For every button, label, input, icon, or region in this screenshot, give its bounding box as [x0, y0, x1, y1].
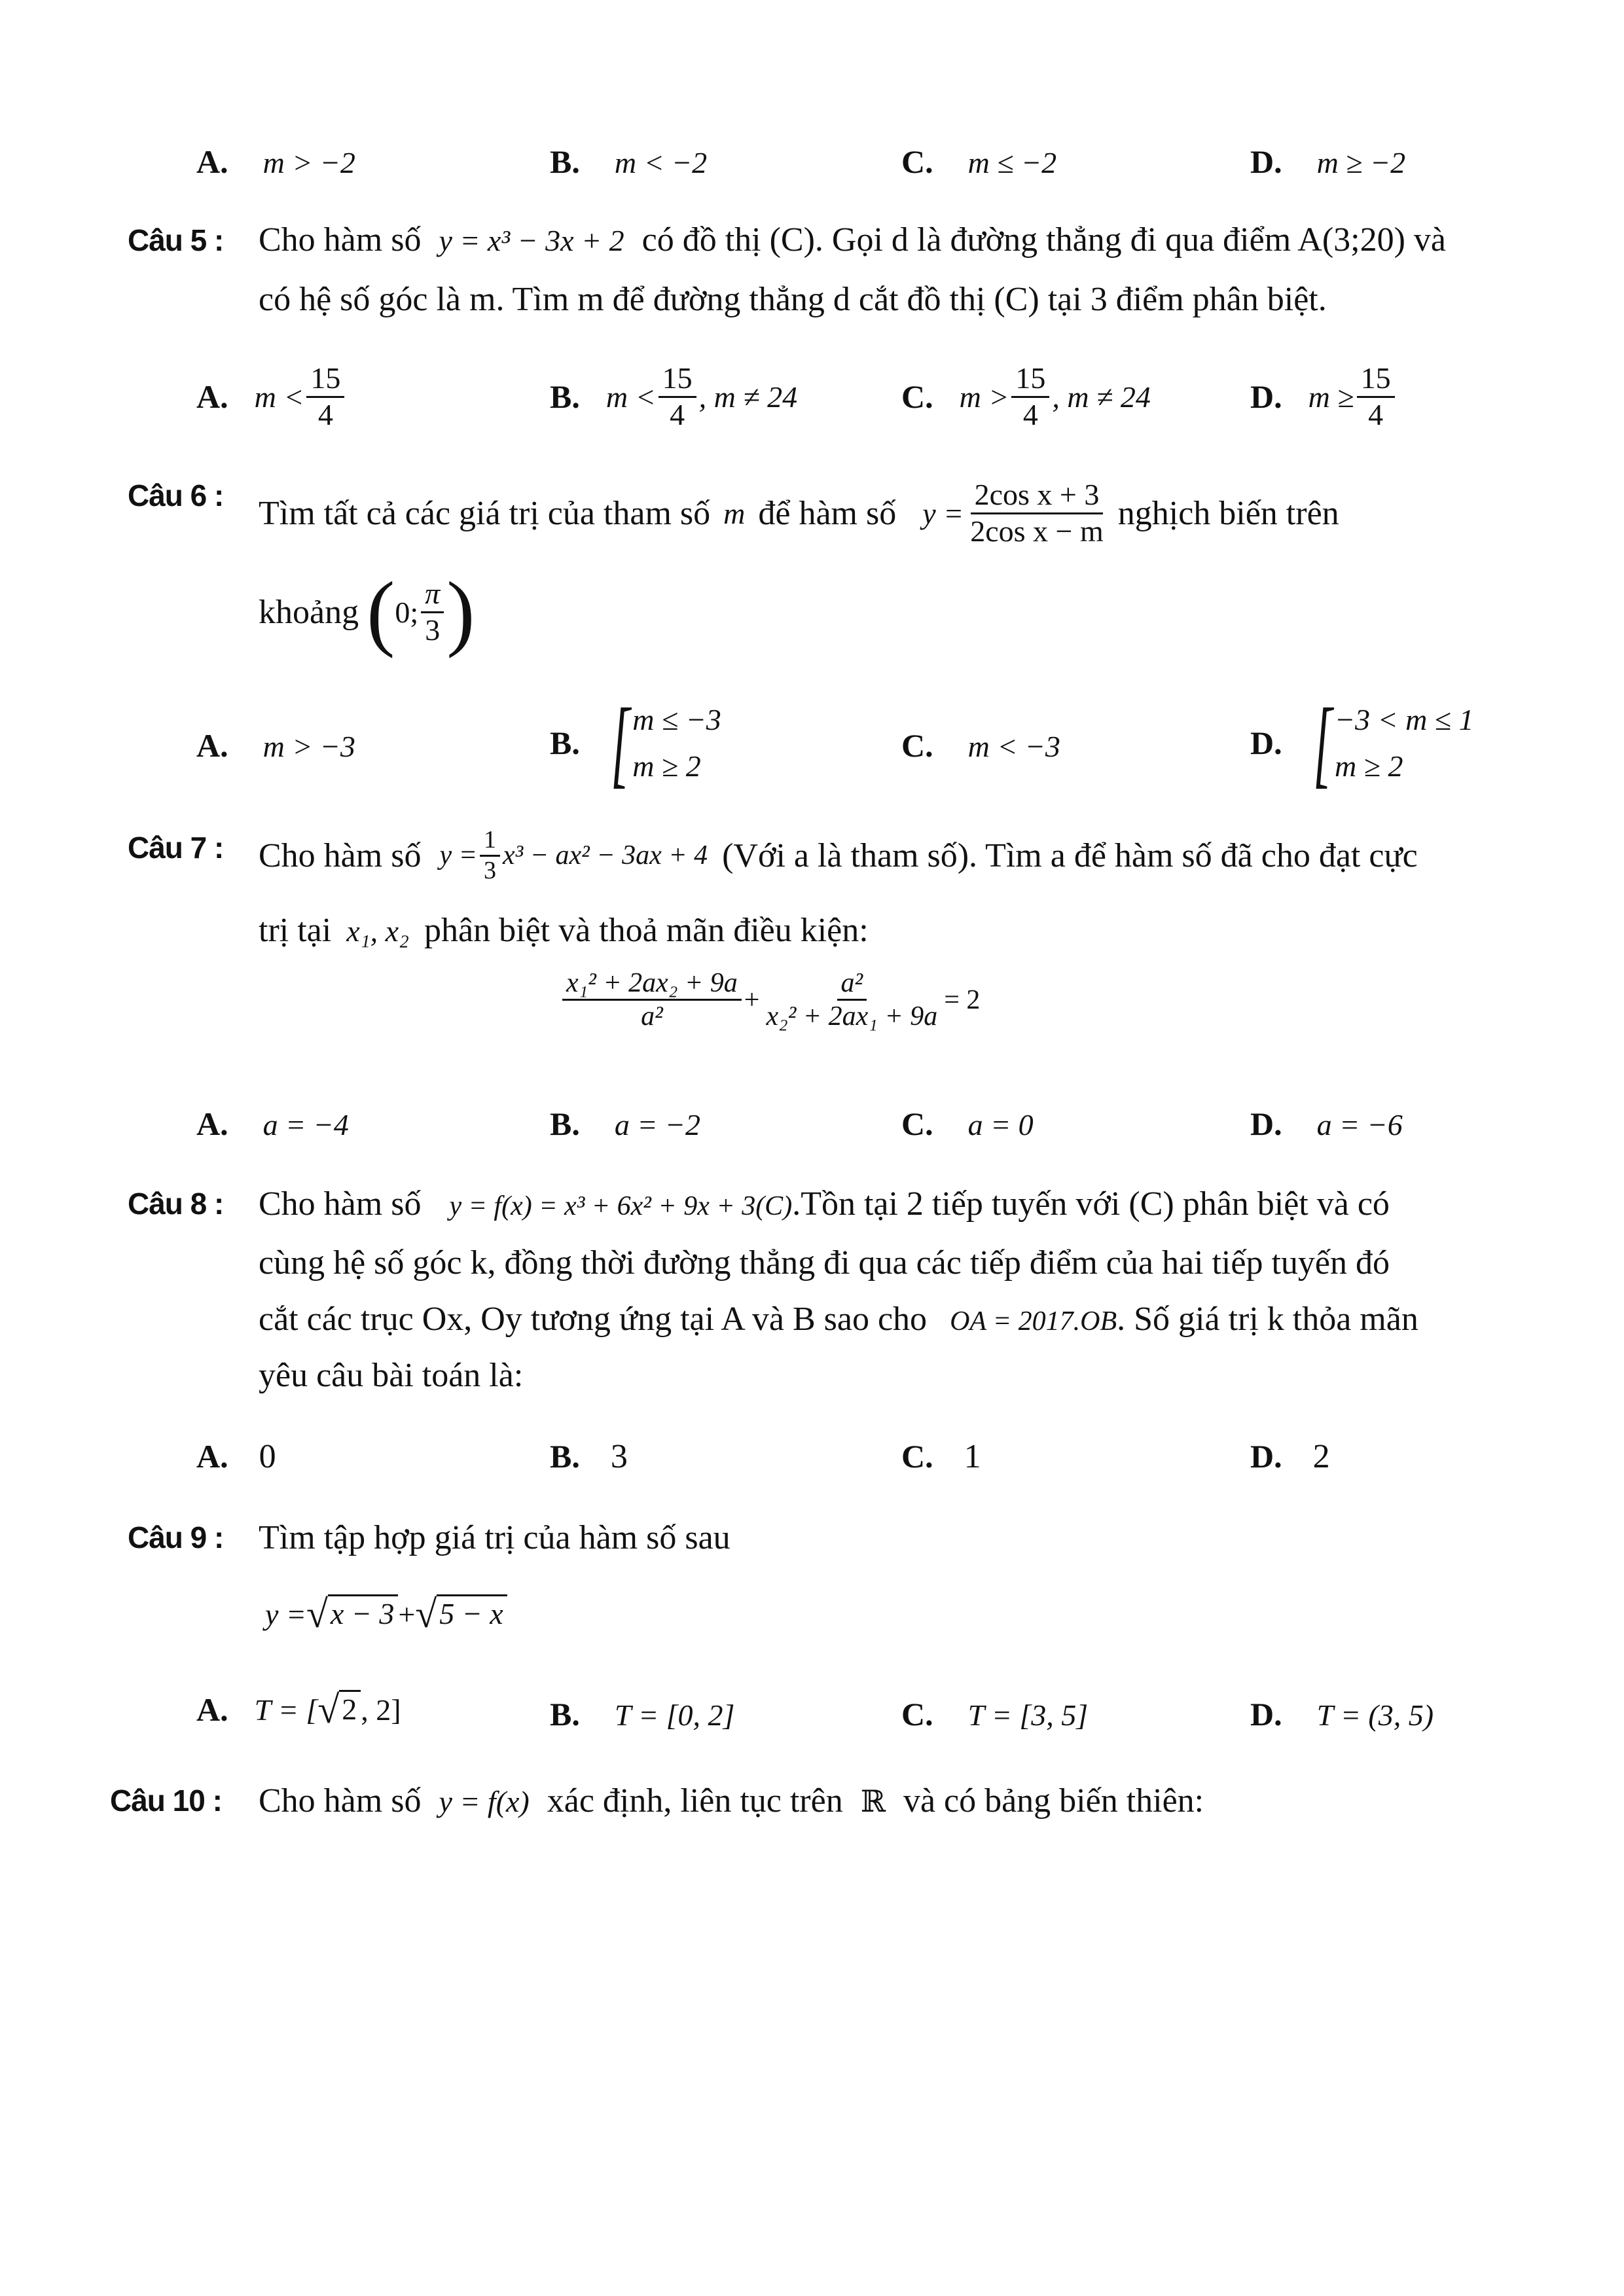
case-row: −3 < m ≤ 1	[1334, 703, 1474, 736]
text: . Số giá trị k thỏa mãn	[1117, 1300, 1418, 1338]
radical-sign: √	[306, 1592, 328, 1636]
denominator: 3	[483, 856, 496, 884]
answer-expr: 2	[1312, 1438, 1330, 1475]
radicand: 2	[339, 1690, 361, 1729]
sqrt-1	[306, 1594, 398, 1634]
sqrt-2-icon	[317, 1690, 361, 1729]
q7-answer-c[interactable]	[901, 1105, 1034, 1143]
sqrt-2	[415, 1594, 507, 1634]
answer-letter: D.	[1250, 1105, 1282, 1142]
denominator: 4	[317, 397, 333, 431]
numerator: 15	[659, 361, 696, 398]
q7-answer-d[interactable]	[1250, 1105, 1403, 1143]
fraction	[1011, 361, 1049, 433]
radicand: x − 3	[328, 1594, 398, 1634]
answer-expr: a = −2	[614, 1108, 700, 1141]
answer-expr: 1	[964, 1438, 981, 1475]
denominator: 3	[425, 613, 441, 647]
answer-letter: D.	[1250, 378, 1282, 416]
answer-letter: C.	[901, 378, 933, 416]
pi-over-3	[421, 577, 444, 648]
case-system	[592, 689, 721, 797]
answer-letter: A.	[196, 1105, 228, 1142]
numerator: 15	[306, 361, 344, 398]
denominator: a²	[641, 1001, 663, 1032]
question-line-2	[259, 565, 475, 659]
equation-rhs: = 2	[944, 984, 981, 1015]
answer-letter: C.	[901, 1438, 933, 1475]
question-label: Câu 7 :	[128, 831, 224, 865]
equation-fraction-2	[762, 967, 941, 1033]
text: phân biệt và thoả mãn điều kiện:	[424, 912, 869, 949]
numerator: a²	[837, 967, 867, 1001]
q4-answer-b[interactable]	[550, 143, 707, 181]
q6-answer-c[interactable]	[901, 726, 1060, 765]
answer-letter: A.	[196, 143, 228, 180]
q9-answer-c[interactable]	[901, 1695, 1088, 1734]
left-paren: (	[367, 565, 395, 659]
answer-expr-suffix: , m ≠ 24	[1052, 380, 1151, 414]
answer-expr: m > −2	[262, 146, 355, 179]
answer-expr: 0	[259, 1438, 276, 1475]
question-line-1: Tìm tập hợp giá trị của hàm số sau	[259, 1519, 731, 1556]
denominator: x₂² + 2ax₁ + 9a	[766, 1001, 938, 1032]
function-expr: y = f(x)	[439, 1785, 530, 1818]
condition-expr: OA = 2017.OB	[950, 1306, 1117, 1336]
y-equals: y =	[265, 1597, 306, 1631]
q5-answer-a[interactable]	[196, 361, 347, 433]
text: Cho hàm số	[259, 1782, 422, 1820]
answer-expr: T = [3, 5]	[967, 1698, 1089, 1732]
case-system	[1294, 689, 1474, 797]
q6-answer-d[interactable]	[1250, 689, 1474, 797]
q4-answer-c[interactable]	[901, 143, 1056, 181]
numerator: 1	[480, 826, 500, 857]
answer-expr: T = [	[254, 1693, 318, 1727]
answer-expr: m ≥ −2	[1316, 146, 1406, 179]
text: cắt các trục Ox, Oy tương ứng tại A và B sao cho	[259, 1300, 928, 1338]
q7-answer-b[interactable]	[550, 1105, 700, 1143]
question-line-2: có hệ số góc là m. Tìm m để đường thẳng d cắt đồ thị (C) tại 3 điểm phân biệt.	[259, 281, 1327, 318]
text: (Với a là tham số). Tìm a để hàm số đã cho đạt cực	[722, 836, 1418, 874]
question-line-2	[259, 911, 869, 950]
answer-expr-suffix: , 2]	[361, 1693, 401, 1727]
question-line-1	[259, 221, 1446, 259]
question-line-4: yêu câu bài toán là:	[259, 1357, 524, 1394]
answer-letter: B.	[550, 1105, 580, 1142]
text: Tìm tất cả các giá trị của tham số	[259, 494, 711, 532]
question-line-1	[259, 826, 1418, 885]
function-expr: y = f(x) = x³ + 6x² + 9x + 3(C)	[449, 1191, 793, 1221]
text: trị tại	[259, 912, 332, 949]
answer-letter: B.	[550, 725, 580, 761]
numerator: 15	[1011, 361, 1049, 398]
answer-expr: T = (3, 5)	[1316, 1698, 1434, 1732]
function-fraction	[966, 478, 1108, 549]
answer-letter: C.	[901, 1696, 933, 1732]
answer-letter: C.	[901, 727, 933, 764]
q9-answer-b[interactable]	[550, 1695, 734, 1734]
answer-letter: A.	[196, 727, 228, 764]
radicand: 5 − x	[437, 1594, 507, 1634]
answer-expr: m > −3	[262, 730, 355, 763]
denominator: 4	[1368, 397, 1384, 431]
denominator: 4	[1022, 397, 1038, 431]
answer-letter: C.	[901, 1105, 933, 1142]
numerator: 2cos x + 3	[971, 478, 1104, 514]
case-row: m ≥ 2	[632, 749, 701, 783]
numerator: x₁² + 2ax₂ + 9a	[562, 967, 742, 1001]
function-expr: y = x³ − 3x + 2	[439, 224, 624, 257]
one-third	[480, 826, 500, 885]
y-equals: y =	[439, 840, 477, 871]
q7-answer-a[interactable]	[196, 1105, 349, 1143]
numerator: π	[421, 577, 444, 613]
question-line-3	[259, 1300, 1418, 1338]
right-paren: )	[446, 565, 475, 659]
answer-letter: D.	[1250, 1696, 1282, 1732]
q8-answer-d[interactable]	[1250, 1437, 1330, 1476]
plus-sign: +	[744, 984, 760, 1015]
y-equals: y =	[922, 496, 964, 530]
answer-expr: a = 0	[967, 1108, 1034, 1141]
q8-answer-c[interactable]	[901, 1437, 981, 1476]
answer-letter: D.	[1250, 1438, 1282, 1475]
text: xác định, liên tục trên	[547, 1782, 843, 1820]
answer-expr: m ≥	[1308, 380, 1354, 414]
case-row: m ≥ 2	[1334, 749, 1403, 783]
answer-expr: m <	[254, 380, 304, 414]
question-label: Câu 9 :	[128, 1520, 224, 1554]
plus-sign: +	[398, 1597, 416, 1631]
answer-letter: B.	[550, 143, 580, 180]
text: nghịch biến trên	[1117, 494, 1339, 532]
answer-expr: a = −4	[262, 1108, 349, 1141]
q6-answer-b[interactable]	[550, 689, 721, 797]
denominator: 2cos x − m	[970, 514, 1104, 548]
fraction	[1357, 361, 1395, 433]
q5-answer-d[interactable]	[1250, 361, 1398, 433]
function-expr: x³ − ax² − 3ax + 4	[502, 840, 708, 871]
text: khoảng	[259, 593, 359, 631]
text: có đồ thị (C). Gọi d là đường thẳng đi qua điểm A(3;20) và	[641, 221, 1446, 259]
fraction	[306, 361, 344, 433]
question-line-1	[259, 478, 1339, 549]
answer-expr: T = [0, 2]	[614, 1698, 735, 1732]
q8-answer-b[interactable]	[550, 1437, 628, 1476]
answer-expr: 3	[610, 1438, 628, 1475]
case-row: m ≤ −3	[632, 703, 721, 736]
answer-expr: m < −3	[967, 730, 1060, 763]
interval-start: 0;	[395, 595, 419, 629]
answer-letter: D.	[1250, 143, 1282, 180]
answer-letter: A.	[196, 378, 228, 416]
function-line	[265, 1594, 507, 1634]
q6-answer-a[interactable]	[196, 726, 355, 765]
equation-fraction-1	[562, 967, 742, 1033]
text: Cho hàm số	[259, 221, 422, 259]
fraction	[659, 361, 696, 433]
answer-letter: C.	[901, 143, 933, 180]
bracket: [	[1312, 689, 1332, 797]
real-numbers-symbol: ℝ	[860, 1785, 886, 1818]
answer-letter: B.	[550, 1696, 580, 1732]
q5-answer-b[interactable]	[550, 361, 797, 433]
text: .Tồn tại 2 tiếp tuyến với (C) phân biệt và có	[792, 1185, 1390, 1223]
q9-answer-a[interactable]	[196, 1690, 401, 1729]
text: Cho hàm số	[259, 1185, 422, 1223]
radical-sign: √	[317, 1688, 340, 1731]
question-line-1	[259, 1185, 1390, 1223]
answer-letter: B.	[550, 378, 580, 416]
text: để hàm số	[758, 494, 897, 532]
answer-expr: a = −6	[1316, 1108, 1403, 1141]
numerator: 15	[1357, 361, 1395, 398]
q5-answer-c[interactable]	[901, 361, 1151, 433]
q4-answer-d[interactable]	[1250, 143, 1405, 181]
text: và có bảng biến thiên:	[903, 1782, 1204, 1820]
answer-expr-suffix: , m ≠ 24	[698, 380, 798, 414]
question-line-1	[259, 1782, 1204, 1820]
question-label: Câu 6 :	[128, 478, 224, 512]
bracket: [	[611, 689, 630, 797]
radical-sign: √	[415, 1592, 437, 1636]
answer-expr: m <	[605, 380, 656, 414]
answer-letter: D.	[1250, 725, 1282, 761]
answer-expr: m >	[959, 380, 1009, 414]
question-label: Câu 8 :	[128, 1187, 224, 1221]
variables: x₁, x₂	[346, 914, 410, 948]
condition-equation	[560, 967, 980, 1033]
answer-expr: m < −2	[614, 146, 708, 179]
answer-letter: A.	[196, 1691, 228, 1728]
q8-answer-a[interactable]	[196, 1437, 276, 1476]
q4-answer-a[interactable]	[196, 143, 355, 181]
answer-letter: A.	[196, 1438, 228, 1475]
denominator: 4	[670, 397, 685, 431]
text: Cho hàm số	[259, 836, 422, 874]
q9-answer-d[interactable]	[1250, 1695, 1434, 1734]
answer-letter: B.	[550, 1438, 580, 1475]
question-label: Câu 5 :	[128, 223, 224, 257]
question-line-2: cùng hệ số góc k, đồng thời đường thẳng đi qua các tiếp điểm của hai tiếp tuyến đó	[259, 1244, 1390, 1282]
parameter: m	[723, 496, 746, 530]
answer-expr: m ≤ −2	[967, 146, 1057, 179]
question-label: Câu 10 :	[110, 1784, 222, 1818]
